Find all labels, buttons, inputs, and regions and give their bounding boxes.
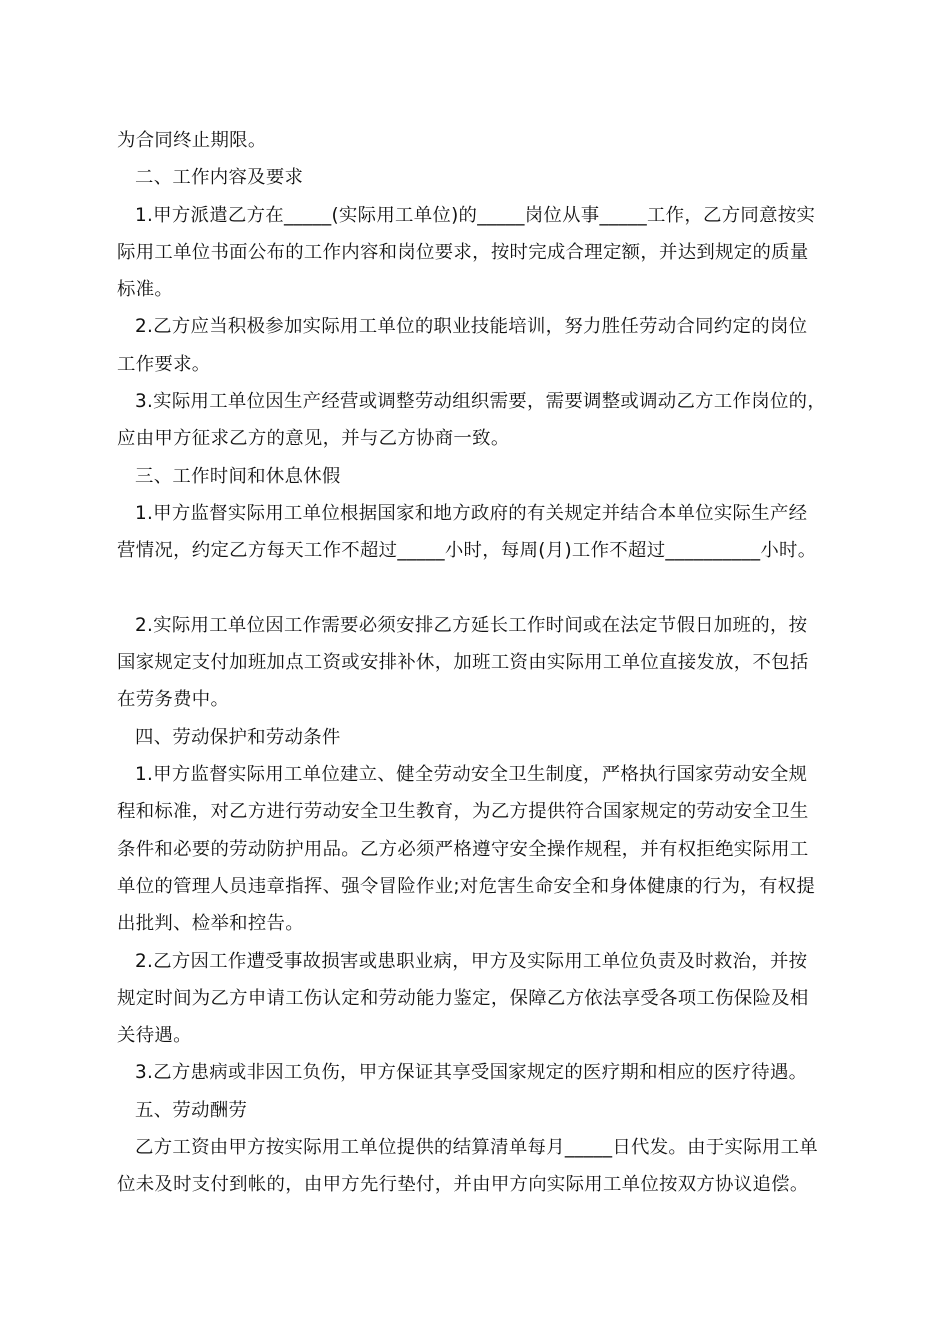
blank-line (117, 570, 839, 607)
section-heading: 三、工作时间和休息休假 (135, 465, 341, 487)
paragraph-line: 3.实际用工单位因生产经营或调整劳动组织需要，需要调整或调动乙方工作岗位的， (135, 391, 827, 413)
paragraph-line: 标准。 (117, 279, 174, 301)
paragraph-line: 程和标准，对乙方进行劳动安全卫生教育，为乙方提供符合国家规定的劳动安全卫生 (117, 801, 809, 823)
paragraph-line: 出批判、检举和控告。 (117, 913, 304, 935)
paragraph-line: 2.实际用工单位因工作需要必须安排乙方延长工作时间或在法定节假日加班的，按 (135, 614, 808, 636)
paragraph-line: 规定时间为乙方申请工伤认定和劳动能力鉴定，保障乙方依法享受各项工伤保险及相 (117, 987, 809, 1009)
paragraph-line: 1.甲方监督实际用工单位建立、健全劳动安全卫生制度，严格执行国家劳动安全规 (135, 764, 808, 786)
paragraph-line: 在劳务费中。 (117, 689, 230, 711)
paragraph-line: 单位的管理人员违章指挥、强令冒险作业;对危害生命安全和身体健康的行为，有权提 (117, 875, 816, 897)
paragraph-line: 关待遇。 (117, 1025, 192, 1047)
paragraph-line: 1.甲方监督实际用工单位根据国家和地方政府的有关规定并结合本单位实际生产经 (135, 502, 808, 524)
paragraph-line: 条件和必要的劳动防护用品。乙方必须严格遵守安全操作规程，并有权拒绝实际用工 (117, 838, 809, 860)
paragraph-line: 位未及时支付到帐的，由甲方先行垫付，并由甲方向实际用工单位按双方协议追偿。 (117, 1174, 809, 1196)
paragraph-line: 应由甲方征求乙方的意见，并与乙方协商一致。 (117, 428, 510, 450)
paragraph-line: 营情况，约定乙方每天工作不超过_____小时，每周(月)工作不超过__________小时。 (117, 540, 817, 562)
document-body (117, 122, 839, 1204)
paragraph-line: 2.乙方因工作遭受事故损害或患职业病，甲方及实际用工单位负责及时救治，并按 (135, 950, 808, 972)
paragraph-line: 工作要求。 (117, 353, 211, 375)
section-heading: 五、劳动酬劳 (135, 1099, 248, 1121)
section-heading: 四、劳动保护和劳动条件 (135, 726, 341, 748)
section-heading: 二、工作内容及要求 (135, 167, 304, 189)
paragraph-line: 际用工单位书面公布的工作内容和岗位要求，按时完成合理定额，并达到规定的质量 (117, 241, 809, 263)
paragraph-line: 为合同终止期限。 (117, 130, 267, 151)
paragraph-line: 2.乙方应当积极参加实际用工单位的职业技能培训，努力胜任劳动合同约定的岗位 (135, 316, 808, 338)
paragraph-line: 乙方工资由甲方按实际用工单位提供的结算清单每月_____日代发。由于实际用工单 (135, 1137, 818, 1159)
paragraph-line: 3.乙方患病或非因工负伤，甲方保证其享受国家规定的医疗期和相应的医疗待遇。 (135, 1062, 808, 1084)
paragraph-line: 国家规定支付加班加点工资或安排补休，加班工资由实际用工单位直接发放，不包括 (117, 652, 809, 674)
paragraph-line: 1.甲方派遣乙方在_____(实际用工单位)的_____岗位从事_____工作，乙方同意按实 (135, 204, 816, 226)
